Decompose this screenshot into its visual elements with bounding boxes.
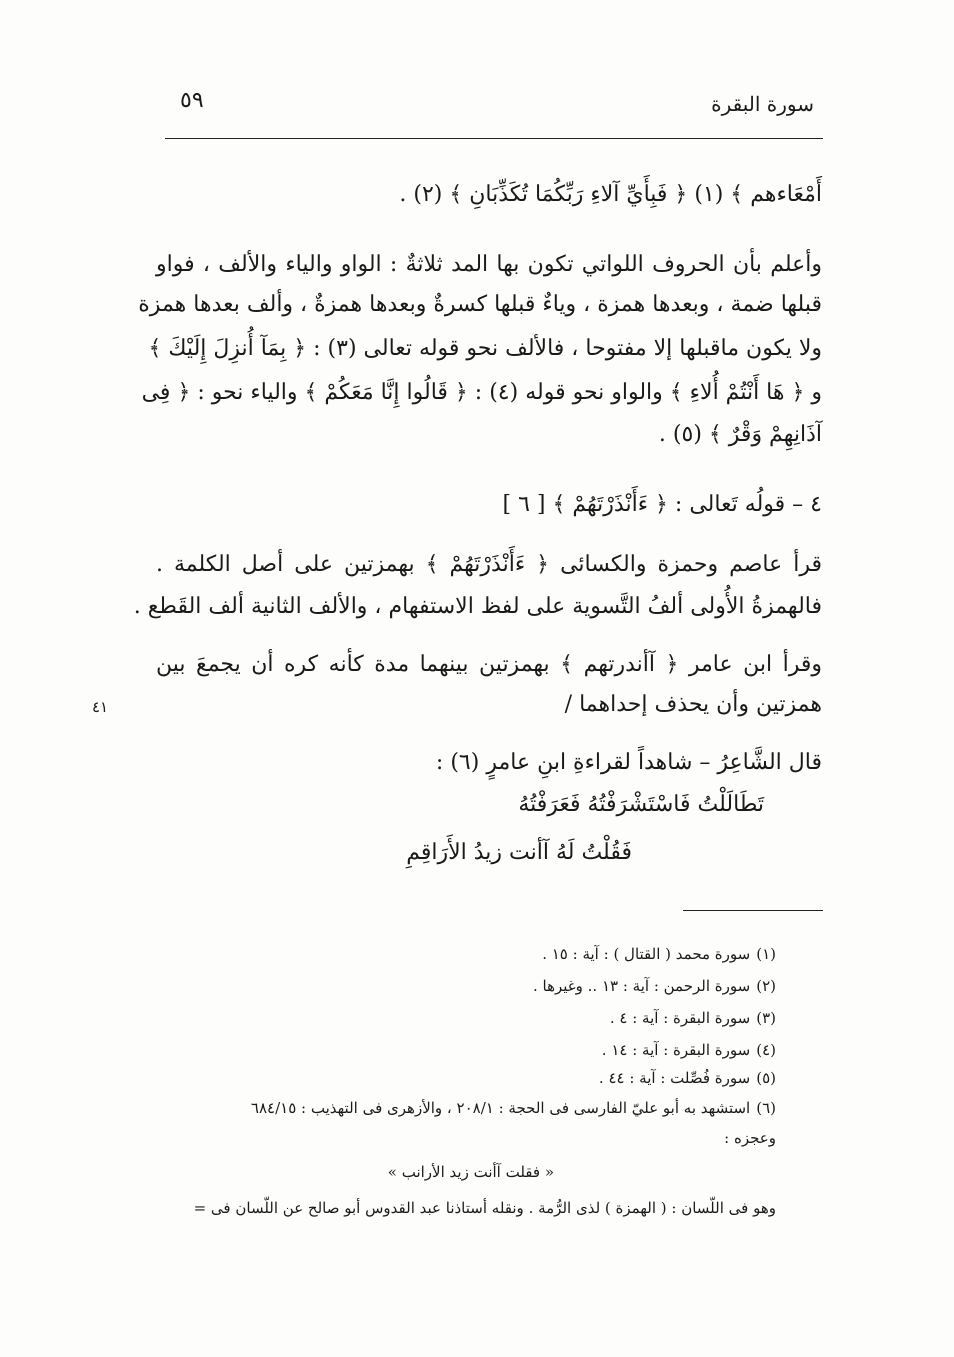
footnote-continuation-line: وهو فى اللّسان : ( الهمزة ) لذى الرُّمة . ونقله أستاذنا عبد القدوس أبو صالح عن اللّسان فى = [193, 1199, 776, 1217]
footnote-number: (٤) [756, 1041, 776, 1059]
footnote-item [533, 976, 776, 996]
body-line-opening: أَمْعَاءهم ﴾ (١) ﴿ فَبِأَيِّ آلاءِ رَبِّكُمَا تُكَذِّبَانِ ﴾ (٢) . [399, 182, 822, 207]
footnote-item [599, 1068, 776, 1088]
paragraph-2-line-1: قرأ عاصم وحمزة والكسائى ﴿ ءَأَنْذَرْتَهُمْ ﴾ بهمزتين على أصل الكلمة . [156, 552, 822, 577]
footnote-item [542, 944, 776, 964]
footnote-item [251, 1098, 776, 1118]
footnote-number: (٥) [756, 1069, 776, 1087]
verse-first-hemistich: تَطَالَلْتُ فَاسْتَشْرَفْتُهُ فَعَرَفْتُهُ [518, 792, 764, 817]
paragraph-3-line-1: وقرأ ابن عامر ﴿ آأندرتهم ﴾ بهمزتين بينهما مدة كأنه كره أن يجمعَ بين [156, 652, 822, 677]
poet-intro: قال الشَّاعِرُ – شاهداً لقراءةِ ابنِ عامرٍ (٦) : [435, 750, 822, 775]
paragraph-2-line-2: فالهمزةُ الأُولى ألفُ التَّسوية على لفظ الاستفهام ، والألف الثانية ألف القَطع . [133, 594, 822, 619]
paragraph-1-line-3: ولا يكون ماقبلها إلا مفتوحا ، فالألف نحو قوله تعالى (٣) : ﴿ بِمَآ أُنزِلَ إِلَيْكَ ﴾ [148, 336, 822, 361]
paragraph-1-line-4: و ﴿ هَا أَنْتُمْ أُلاءِ ﴾ والواو نحو قوله (٤) : ﴿ قَالُوا إِنَّا مَعَكُمْ ﴾ والياء نحو : ﴿ فِى [141, 380, 822, 405]
footnote-text: سورة فُصِّلت : آية : ٤٤ . [598, 1069, 751, 1087]
footnote-number: (٦) [756, 1099, 776, 1117]
footnote-text: سورة الرحمن : آية : ١٣ .. وغيرها . [532, 977, 751, 995]
footnote-number: (٢) [756, 977, 776, 995]
footnote-verse-quote: « فقلت آأنت زيد الأرانب » [387, 1163, 554, 1181]
paragraph-3-line-2: همزتين وأن يحذف إحداهما / [564, 692, 822, 717]
margin-folio-note: ٤١ [92, 698, 109, 716]
footnote-text: سورة البقرة : آية : ١٤ . [601, 1041, 751, 1059]
footnote-text: استشهد به أبو عليّ الفارسى فى الحجة : ٢٠٨/١ ، والأزهرى فى التهذيب : ٦٨٤/١٥ [250, 1099, 751, 1117]
footnote-text: سورة البقرة : آية : ٤ . [609, 1009, 751, 1027]
running-header-title: سورة البقرة [711, 92, 814, 116]
footnote-rule [683, 910, 823, 911]
section-heading: ٤ – قولُه تَعالى : ﴿ ءَأَنْذَرْتَهُمْ ﴾ [ ٦ ] [502, 492, 822, 517]
paragraph-1-line-2: قبلها ضمة ، وبعدها همزة ، وياءٌ قبلها كسرةٌ وبعدها همزةٌ ، وألف بعدها همزة [138, 292, 822, 317]
footnote-continuation-line: وعجزه : [724, 1129, 776, 1147]
paragraph-1-line-1: وأعلم بأن الحروف اللواتي تكون بها المد ثلاثةٌ : الواو والياء والألف ، فواو [156, 252, 822, 277]
footnote-item [610, 1008, 776, 1028]
verse-second-hemistich: فَقُلْتُ لَهُ آأنت زيدُ الأَرَاقِمِ [406, 840, 632, 865]
footnote-item [602, 1040, 776, 1060]
header-rule [165, 138, 823, 139]
paragraph-1-line-5: آذَانِهِمْ وَقْرٌ ﴾ (٥) . [658, 422, 822, 447]
footnote-number: (٣) [756, 1009, 776, 1027]
page-number: ٥٩ [180, 88, 204, 113]
footnote-number: (١) [756, 945, 776, 963]
footnote-text: سورة محمد ( القتال ) : آية : ١٥ . [542, 945, 751, 963]
